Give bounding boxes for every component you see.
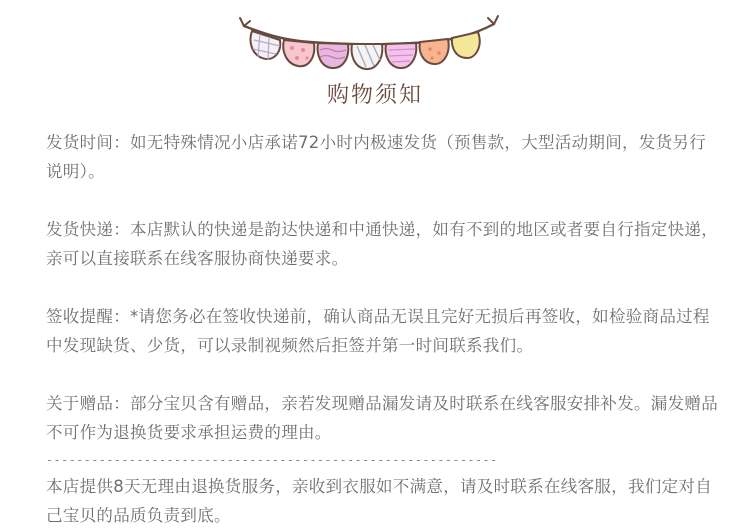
bunting-string-end-right (488, 16, 498, 24)
section-text: 本店默认的快递是韵达快递和中通快递，如有不到的地区或者要自行指定快递，亲可以直接联系在线客服协商快递要求。 (46, 220, 718, 268)
bunting-flag-4 (352, 44, 383, 69)
shopping-notice-content (46, 128, 722, 530)
bunting-flag-3 (318, 43, 349, 68)
section-receipt-reminder (46, 302, 722, 360)
bunting-flag-6 (420, 39, 449, 64)
bunting-decoration (240, 12, 500, 78)
page-title: 购物须知 (326, 83, 423, 108)
section-label: 签收提醒： (46, 307, 130, 326)
section-shipping-time (46, 128, 722, 186)
section-label: 发货时间： (46, 133, 130, 152)
section-text: *请您务必在签收快递前，确认商品无误且完好无损后再签收，如检验商品过程中发现缺货、少货，可以录制视频然后拒签并第一时间联系我们。 (46, 307, 710, 355)
bunting-string-end-left (240, 18, 250, 26)
dashed-divider: ------------------------------------------------------------ (46, 453, 498, 467)
section-label: 关于赠品： (46, 394, 130, 413)
return-policy-note: 本店提供8天无理由退换货服务，亲收到衣服如不满意，请及时联系在线客服，我们定对自己宝贝的品质负责到底。 (46, 477, 712, 525)
bunting-flag-7 (452, 32, 480, 58)
section-text: 如无特殊情况小店承诺72小时内极速发货（预售款，大型活动期间，发货另行说明）。 (46, 133, 706, 181)
section-label: 发货快递： (46, 220, 130, 239)
section-courier (46, 215, 722, 273)
bunting-flag-5 (386, 43, 417, 68)
bunting-flag-2 (283, 40, 314, 66)
section-gifts (46, 389, 722, 447)
section-text: 部分宝贝含有赠品，亲若发现赠品漏发请及时联系在线客服安排补发。漏发赠品不可作为退换货要求承担运费的理由。 (46, 394, 718, 442)
